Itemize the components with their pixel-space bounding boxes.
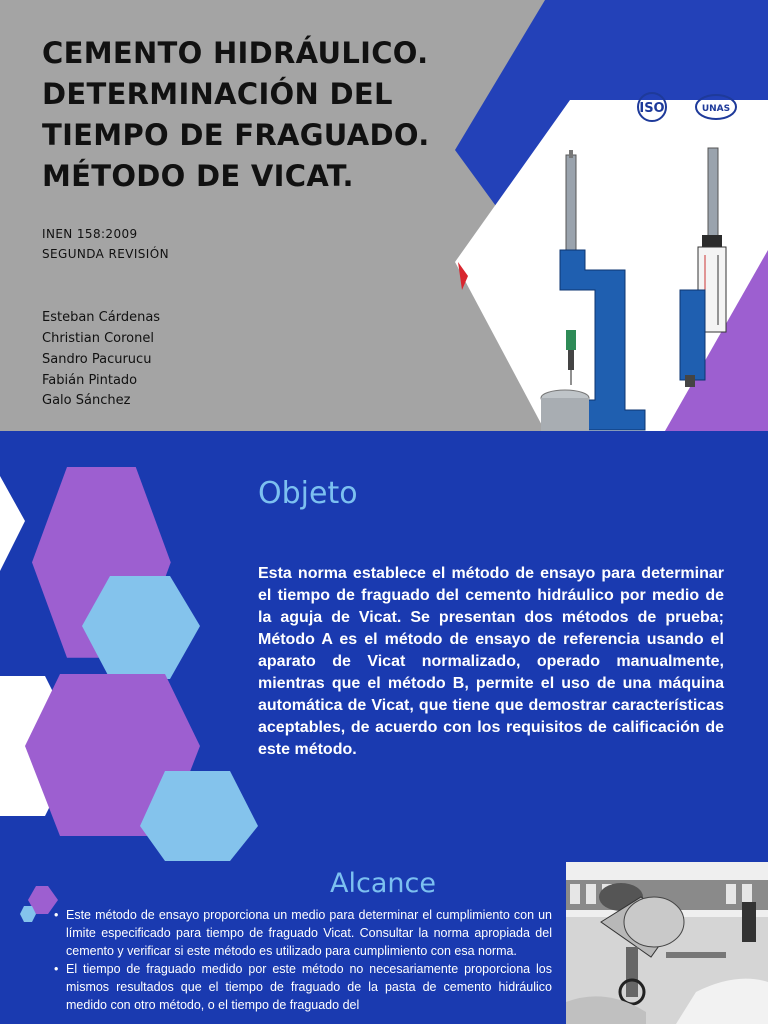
alcance-heading: Alcance bbox=[330, 868, 436, 899]
author-3: Sandro Pacurucu bbox=[42, 352, 152, 367]
alcance-item-1: • Este método de ensayo proporciona un medio para determinar el cumplimiento con un límite especificado para tiempo de fraguado Vicat. Consultar la norma apropiada del cemento y verificar si este método es utilizado para cumplimiento con esa norma. bbox=[52, 906, 552, 960]
cover-panel bbox=[0, 0, 768, 431]
alcance-item-2: • El tiempo de fraguado medido por este método no necesariamente proporciona los mismos resultados que el tiempo de fraguado de la pasta de cemento hidráulico medido con otro método, o el tiempo de fraguado del bbox=[52, 960, 552, 1014]
hexagon-decoration bbox=[0, 431, 260, 861]
author-4: Fabián Pintado bbox=[42, 373, 138, 388]
alcance-list bbox=[52, 906, 552, 1014]
objeto-heading: Objeto bbox=[258, 476, 358, 511]
iso-logo bbox=[628, 92, 676, 126]
unas-logo-text: UNAS bbox=[701, 104, 731, 114]
white-hexagon-top bbox=[0, 476, 25, 571]
title-line-4: MÉTODO DE VICAT. bbox=[42, 159, 354, 193]
cement-mixer-photo bbox=[566, 862, 768, 1024]
vicat-apparatus-photo bbox=[530, 140, 730, 431]
title-line-1: CEMENTO HIDRÁULICO. bbox=[42, 36, 429, 70]
iso-logo-text: ISO bbox=[639, 101, 665, 116]
title-line-2: DETERMINACIÓN DEL bbox=[42, 77, 393, 111]
author-1: Esteban Cárdenas bbox=[42, 310, 161, 325]
author-2: Christian Coronel bbox=[42, 331, 154, 346]
objeto-body: Esta norma establece el método de ensayo para determinar el tiempo de fraguado del cemento hidráulico por medio de la aguja de Vicat. Se presentan dos métodos de prueba; Método A es el método de ensayo de referencia usando el aparato de Vicat normalizado, operado manualmente, mientras que el método B, permite el uso de una máquina automática de Vicat, que tiene que demostrar características aceptables, de acuerdo con los requisitos de calificación de este método. bbox=[258, 565, 724, 758]
title-line-3: TIEMPO DE FRAGUADO. bbox=[42, 118, 430, 152]
unas-logo bbox=[693, 92, 739, 126]
author-5: Galo Sánchez bbox=[42, 393, 131, 408]
revision-label: SEGUNDA REVISIÓN bbox=[42, 247, 169, 261]
standard-code: INEN 158:2009 bbox=[42, 227, 138, 241]
